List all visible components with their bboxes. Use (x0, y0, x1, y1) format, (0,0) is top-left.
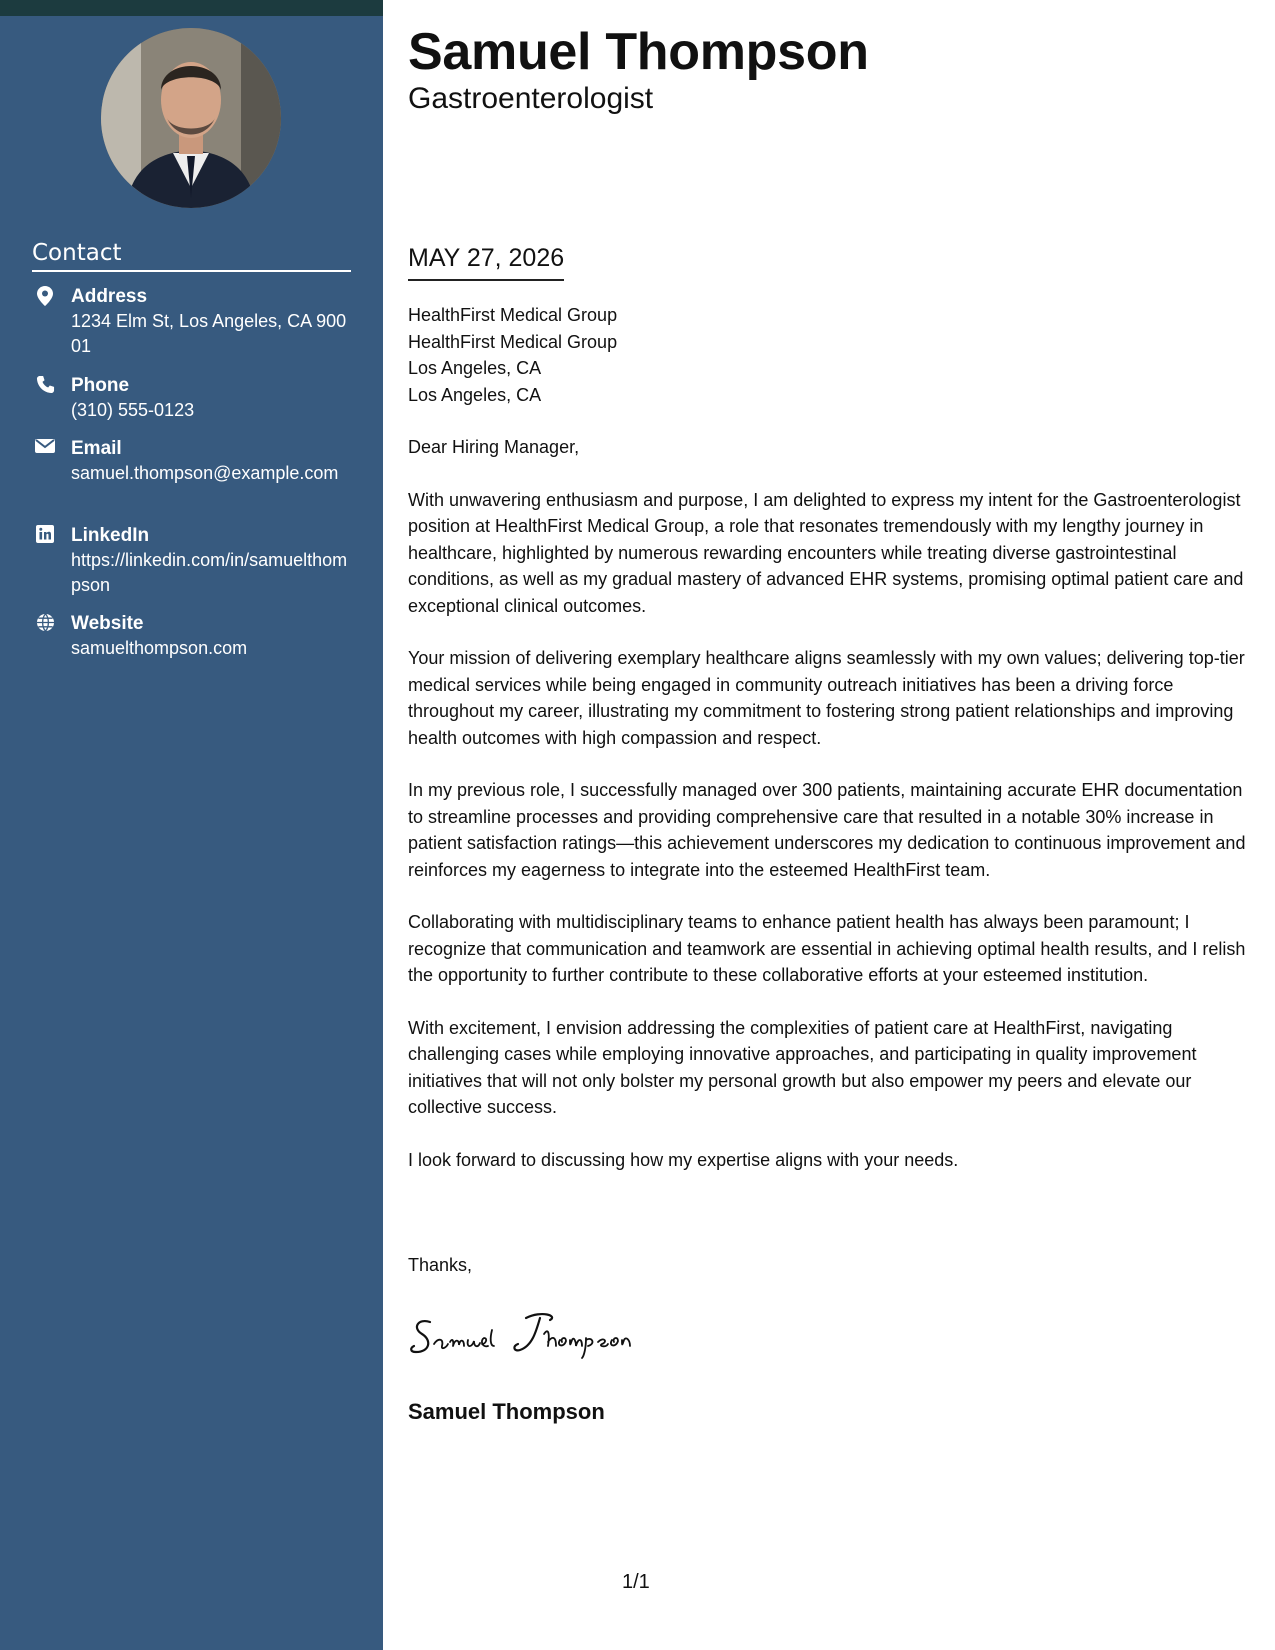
letter-paragraph: Collaborating with multidisciplinary teams to enhance patient health has always been paramount; I recognize that communication and teamwork are essential in achieving optimal health results, and I relish the opportunity to further contribute to these collaborative efforts at your esteemed institution. (408, 912, 1246, 985)
envelope-icon (32, 438, 58, 460)
contact-heading: Contact (32, 240, 351, 272)
contact-value[interactable]: 1234 Elm St, Los Angeles, CA 90001 (71, 311, 347, 356)
salutation: Dear Hiring Manager, (408, 437, 580, 457)
candidate-title: Gastroenterologist (408, 82, 654, 115)
recipient-block (408, 302, 617, 408)
contact-value[interactable]: https://linkedin.com/in/samuelthompson (71, 550, 348, 595)
letter-date: MAY 27, 2026 (408, 244, 564, 281)
letter-paragraph: Your mission of delivering exemplary healthcare aligns seamlessly with my own values; delivering top-tier medical services while being engaged in community outreach initiatives has been a driving force throughout my career, illustrating my commitment to fostering strong patient relationships and improving health outcomes with high compassion and respect. (408, 648, 1245, 748)
avatar (101, 28, 281, 208)
contact-value[interactable]: samuelthompson.com (71, 638, 248, 658)
letter-paragraph: With excitement, I envision addressing the complexities of patient care at HealthFirst, navigating challenging cases while employing innovative approaches, and participating in quality improvement initiatives that will not only bolster my personal growth but also empower my peers and elevate our collective success. (408, 1017, 1197, 1117)
recipient-line: Los Angeles, CA (408, 358, 542, 378)
recipient-line: HealthFirst Medical Group (408, 305, 618, 325)
sidebar (0, 0, 383, 1650)
globe-icon (32, 613, 58, 635)
handwritten-signature (408, 1308, 670, 1362)
closing: Thanks, (408, 1255, 473, 1275)
contact-label: Phone (71, 375, 130, 396)
map-pin-icon (32, 286, 58, 308)
phone-icon (32, 375, 58, 397)
recipient-line: HealthFirst Medical Group (408, 331, 618, 352)
contact-label: Email (71, 438, 122, 459)
portrait-photo (101, 28, 281, 208)
contact-value[interactable]: samuel.thompson@example.com (71, 463, 339, 483)
recipient-line: Los Angeles, CA (408, 384, 542, 405)
contact-label: Website (71, 613, 144, 634)
candidate-name: Samuel Thompson (408, 23, 869, 81)
letter-body (408, 434, 1254, 1199)
letter-paragraph: In my previous role, I successfully managed over 300 patients, maintaining accurate EHR documentation to streamline processes and providing comprehensive care that resulted in a notable 30% increase in patient satisfaction ratings—this achievement underscores my dedication to continuous improvement and reinforces my eagerness to integrate into the esteemed HealthFirst team. (408, 780, 1246, 880)
contact-label: LinkedIn (71, 525, 150, 546)
sidebar-top-bar (0, 0, 383, 16)
signer-name: Samuel Thompson (408, 1399, 605, 1424)
contact-value[interactable]: (310) 555-0123 (71, 400, 195, 420)
letter-paragraph: With unwavering enthusiasm and purpose, I am delighted to express my intent for the Gastroenterologist position at HealthFirst Medical Group, a role that resonates tremendously with my lengthy journey in healthcare, highlighted by numerous rewarding encounters while treating diverse gastrointestinal conditions, as well as my gradual mastery of advanced EHR systems, promising optimal patient care and exceptional clinical outcomes. (408, 489, 1244, 616)
letter-paragraph: I look forward to discussing how my expertise aligns with your needs. (408, 1149, 959, 1170)
page-number: 1/1 (622, 1571, 650, 1593)
linkedin-icon (32, 525, 58, 547)
contact-label: Address (71, 286, 148, 307)
